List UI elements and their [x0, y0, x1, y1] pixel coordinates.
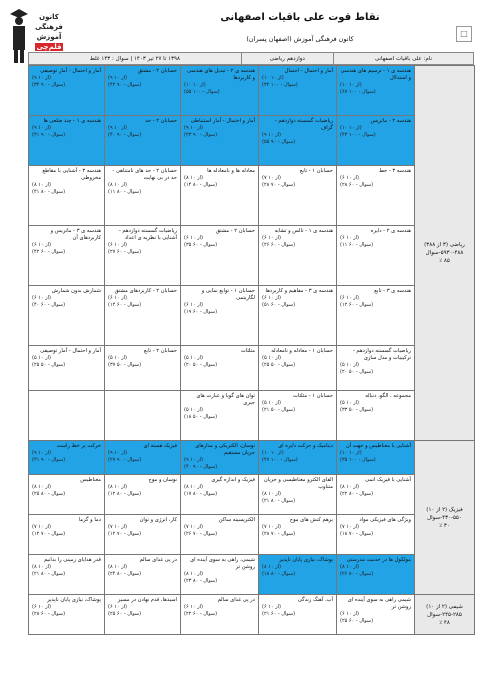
topic-title: شیمی راهی به سوی آینده ای روشن تر [347, 597, 411, 610]
topic-score: (۶ از ۱۰) [340, 611, 359, 617]
topic-title: هندسه ۲ - ماتریس [370, 118, 411, 124]
topic-questions: (۴۱ سوال - ۹۰) [32, 132, 66, 138]
topic-score: (۱۰ از ۱۰) [340, 125, 362, 131]
topic-score: (۶ از ۱۰) [340, 175, 359, 181]
topic-questions: (۲۲ سوال - ۸۰) [340, 491, 374, 497]
topic-questions: (۳۲ سوال - ۱۰۰) [262, 82, 298, 88]
table-row [29, 346, 475, 391]
topic-questions: (۲۸ سوال - ۶۰) [340, 182, 374, 188]
topic-title: کار، انرژی و توان [139, 517, 177, 523]
topic-questions: (۳۴ سوال - ۹۰) [32, 82, 66, 88]
topic-score: (۹ از ۱۰) [32, 75, 51, 81]
topic-questions: (۲۰ سوال - ۵۰) [184, 362, 218, 368]
topic-cell [29, 116, 105, 166]
topic-title: در پی غذای سالم [217, 597, 255, 603]
topic-cell [105, 441, 181, 475]
topic-title: هندسه ی ۲ - دایره [370, 228, 411, 234]
topic-score: (۵ از ۱۰) [184, 407, 203, 413]
subject-name: فیزیک (۲ از ۱۰) [426, 506, 463, 513]
topic-cell [29, 346, 105, 391]
topic-score: (۸ از ۱۰) [340, 484, 359, 490]
topic-score: (۵ از ۱۰) [340, 400, 359, 406]
topic-cell [337, 226, 415, 286]
topic-title: هندسه ی ۲ - تبدیل های هندسی و کاربردها [187, 68, 255, 81]
topic-questions: (۲۱ سوال - ۸۰) [32, 571, 66, 577]
topic-score: (۹ از ۱۰) [108, 450, 127, 456]
topic-questions: (۳۵ سوال - ۶۰) [184, 242, 218, 248]
topic-title: برهم کنش های موج [289, 517, 333, 523]
topic-cell [29, 555, 105, 595]
topic-title: الکتریسیته ساکن [218, 517, 255, 523]
topic-title: شیمی، راهی به سوی آینده ای روشن تر [190, 557, 255, 570]
topic-score: (۵ از ۱۰) [340, 362, 359, 368]
topic-title: آمار و احتمال - آمار توصیفی [40, 68, 101, 74]
table-row [29, 555, 475, 595]
topic-questions: (۴۱ سوال - ۸۰) [32, 189, 66, 195]
topic-title: در پی غذای سالم [139, 557, 177, 563]
topic-questions: (۲۶ سوال - ۷۰) [184, 531, 218, 537]
topic-score: (۶ از ۱۰) [340, 295, 359, 301]
topic-questions: (۴۲ سوال - ۹۰) [108, 82, 142, 88]
topic-score: (۶ از ۱۰) [262, 604, 281, 610]
topic-score: (۸ از ۱۰) [32, 564, 51, 570]
topic-questions: (۴۰ سوال - ۹۰) [108, 132, 142, 138]
topic-questions: (۱۴ سوال - ۶۰) [108, 302, 142, 308]
topic-score: (۸ از ۱۰) [184, 571, 203, 577]
table-row [29, 166, 475, 226]
topic-cell [259, 391, 337, 441]
topic-cell [337, 595, 415, 635]
topic-title: آمار و احتمال - آمار استنباطی [190, 118, 255, 124]
topic-questions: (۲۱ سوال - ۶۰) [262, 611, 296, 617]
topic-questions: (۲۸ سوال - ۶۰) [32, 611, 66, 617]
topic-title: حسابان ۱ - معادله و نامعادله [271, 348, 333, 354]
topic-title: هندسه ی ۱ - تالس و تشابه [274, 228, 333, 234]
topic-questions: (۳۵ سوال - ۱۰۰) [340, 457, 376, 463]
topic-title: اسیدها، قدم نهادن در مسیر [117, 597, 177, 603]
topic-cell [105, 595, 181, 635]
topic-questions: (۱۲ سوال - ۷۰) [32, 531, 66, 537]
topic-score: (۱۰ از ۱۰) [262, 450, 284, 456]
topic-questions: (۴۲ سوال - ۶۰) [32, 249, 66, 255]
topic-title: آمار و احتمال - احتمال [284, 68, 333, 74]
topic-title: آشنایی با مغناطیس و جهت آن [345, 443, 411, 449]
topic-title: ریاضیات گسسته دوازدهم - گراف [274, 118, 333, 131]
topic-title: قدر هدایای زمینی را بدانیم [43, 557, 101, 563]
topic-cell [259, 346, 337, 391]
topic-title: مجموعه ، الگو، دنباله [365, 393, 411, 399]
topic-title: معادله ها و نامعادله ها [207, 168, 255, 174]
table-row [29, 391, 475, 441]
topic-cell [29, 441, 105, 475]
topic-questions: (۴۰ سوال - ۶۰) [32, 302, 66, 308]
topic-title: فیزیک هسته ای [143, 443, 177, 449]
topic-questions: (۲۵ سوال - ۶۰) [108, 611, 142, 617]
topic-title: مولکول ها در خدمت تندرستی [346, 557, 411, 563]
topic-questions: (۲۸ سوال - ۷۰) [262, 531, 296, 537]
topic-questions: (۱۱ سوال - ۶۰) [340, 242, 374, 248]
topic-questions: (۲۶ سوال - ۸۰) [340, 571, 374, 577]
topic-score: (۶ از ۱۰) [108, 604, 127, 610]
topic-cell [337, 555, 415, 595]
topic-title: آشنایی با فیزیک اتمی [365, 477, 411, 483]
topic-questions: (۴۱ سوال - ۹۰) [32, 457, 66, 463]
topic-score: (۸ از ۱۰) [184, 175, 203, 181]
topic-score: (۹ از ۱۰) [108, 75, 127, 81]
topic-title: نوسان، الکتریکی و مدارهای جریان مستقیم [195, 443, 255, 456]
topic-questions: (۵۵ سوال - ۹۰) [262, 139, 296, 145]
topic-title: نوسان و موج [148, 477, 177, 483]
topic-title: حسابان ۲ - حد های نامتناهی - حد در بی نهایت [112, 168, 177, 181]
topic-score: (۸ از ۱۰) [262, 564, 281, 570]
topic-cell [181, 515, 259, 555]
topic-questions: (۶۷ سوال - ۱۰۰) [340, 89, 376, 95]
topic-cell [259, 116, 337, 166]
topic-cell [181, 116, 259, 166]
table-row [29, 595, 475, 635]
topic-questions: (۴۳ سوال - ۱۰۰) [340, 132, 376, 138]
topic-cell [29, 475, 105, 515]
topic-questions: (۱۸ سوال - ۷۰) [340, 531, 374, 537]
topic-cell [105, 66, 181, 116]
topic-score: (۵ از ۱۰) [262, 400, 281, 406]
topic-questions: (۲۲ سوال - ۶۰) [184, 611, 218, 617]
topic-title: حسابان ۱ - توابع نمایی و لگاریتمی [201, 288, 255, 301]
page-title: نقاط قوت علی باقیات اصفهانی [220, 12, 380, 23]
topic-score: (۶ از ۱۰) [108, 242, 127, 248]
topic-score: (۹ از ۱۰) [108, 125, 127, 131]
topic-cell [105, 391, 181, 441]
topic-score: (۶ از ۱۰) [32, 604, 51, 610]
topic-cell [181, 441, 259, 475]
topic-questions: (۲۴ سوال - ۸۰) [108, 571, 142, 577]
topic-cell [29, 66, 105, 116]
topic-questions: (۲۵ سوال - ۸۰) [32, 491, 66, 497]
topic-cell [181, 391, 259, 441]
topic-questions: (۲۳ سوال - ۸۰) [184, 578, 218, 584]
topic-score: (۸ از ۱۰) [108, 182, 127, 188]
topic-cell [259, 441, 337, 475]
topic-score: (۹ از ۱۰) [32, 450, 51, 456]
topic-score: (۱۰ از ۱۰) [340, 82, 362, 88]
topic-title: هندسه ی ۱ - ترسیم های هندسی و استدلال [340, 68, 411, 81]
topic-score: (۹ از ۱۰) [262, 132, 281, 138]
topic-cell [337, 66, 415, 116]
info-bar [28, 52, 474, 65]
topic-score: (۵ از ۱۰) [184, 355, 203, 361]
topic-score: (۹ از ۱۰) [184, 457, 203, 463]
info-range: ۱۳۹۸ تا ۲۷ تیر ۱۴۰۳ | سوال : ۱۴۳ غلط [29, 53, 242, 65]
topic-questions: (۲۳ سوال - ۹۰) [184, 132, 218, 138]
topic-questions: (۴۷ سوال - ۱۰۰) [262, 457, 298, 463]
topic-title: حسابان ۲ - مشتق [215, 228, 255, 234]
topic-score: (۶ از ۱۰) [262, 295, 281, 301]
topic-cell [259, 286, 337, 346]
topic-title: پوشاک، نیازی پایان ناپذیر [47, 597, 101, 603]
topic-title: آب، آهنگ زندگی [297, 597, 333, 603]
topic-title: فیزیک و اندازه گیری [211, 477, 255, 483]
topic-title: هندسه ۳ - خط [379, 168, 411, 174]
table-row [29, 475, 475, 515]
topic-cell [181, 475, 259, 515]
topic-questions: (۱۸ سوال - ۸۰) [262, 571, 296, 577]
topic-cell [337, 515, 415, 555]
topic-questions: (۱۹ سوال - ۶۰) [184, 309, 218, 315]
topic-title: هندسه ی ۳ - تابع [374, 288, 411, 294]
topic-cell [181, 166, 259, 226]
topic-score: (۷ از ۱۰) [32, 524, 51, 530]
topic-questions: (۱۲ سوال - ۷۰) [108, 531, 142, 537]
topic-title: هندسه ی ۳ - ماتریس و کاربردهای آن [50, 228, 101, 241]
table-row [29, 116, 475, 166]
topic-score: (۸ از ۱۰) [262, 491, 281, 497]
topic-title: هندسه ی ۱ - چند ضلعی ها [43, 118, 101, 124]
topic-score: (۹ از ۱۰) [32, 125, 51, 131]
topic-score: (۸ از ۱۰) [340, 564, 359, 570]
topic-score: (۷ از ۱۰) [262, 175, 281, 181]
subject-extra: ۳۰ ٪ [439, 522, 450, 529]
topic-questions: (۲۵ سوال - ۵۰) [262, 362, 296, 368]
topic-score: (۷ از ۱۰) [262, 524, 281, 530]
topic-title: آمار و احتمال - آمار توصیفی [40, 348, 101, 354]
topic-score: (۷ از ۱۰) [184, 524, 203, 530]
topic-score: (۱۰ از ۱۰) [340, 450, 362, 456]
subject-cell [415, 66, 475, 441]
topic-cell [259, 475, 337, 515]
topic-questions: (۴۰ سوال - ۹۰) [184, 464, 218, 470]
topic-questions: (۳۳ سوال - ۵۰) [340, 407, 374, 413]
topic-questions: (۱۸ سوال - ۵۰) [184, 414, 218, 420]
topic-questions: (۳۷ سوال - ۵۰) [108, 362, 142, 368]
topic-title: پوشاک، نیازی پایان ناپذیر [279, 557, 333, 563]
topic-score: (۸ از ۱۰) [108, 564, 127, 570]
topic-score: (۱۰ از ۱۰) [262, 75, 284, 81]
topic-cell [259, 555, 337, 595]
topic-questions: (۲۰ سوال - ۵۰) [340, 369, 374, 375]
topic-title: دینامیک و حرکت دایره ای [278, 443, 333, 449]
topic-score: (۶ از ۱۰) [262, 235, 281, 241]
topic-score: (۶ از ۱۰) [184, 604, 203, 610]
subject-extra: ۸۵ ٪ [439, 258, 450, 264]
topic-score: (۶ از ۱۰) [32, 242, 51, 248]
topic-questions: (۱۲ سوال - ۸۰) [108, 491, 142, 497]
topic-cell [259, 595, 337, 635]
topic-cell [181, 286, 259, 346]
table-row [29, 226, 475, 286]
topic-cell [29, 286, 105, 346]
topic-title: حسابان ۲ - کاربردهای مشتق [114, 288, 177, 294]
graduate-figure-icon [8, 6, 30, 64]
topic-cell [29, 515, 105, 555]
topic-title: توان های گویا و عبارت های جبری [196, 393, 255, 406]
topic-cell [337, 391, 415, 441]
topic-questions: (۱۴ سوال - ۸۰) [184, 182, 218, 188]
topic-title: شمارش بدون شمارش [51, 288, 101, 294]
topic-title: حسابان ۲ - مشتق [137, 68, 177, 74]
topic-cell [181, 226, 259, 286]
topic-cell [105, 116, 181, 166]
info-grade: دوازدهم ریاضی [241, 53, 333, 65]
subject-stats: ۲۴۵-۲۸۵-سوال [427, 611, 462, 618]
topic-cell [105, 515, 181, 555]
topic-score: (۷ از ۱۰) [108, 524, 127, 530]
topic-score: (۵ از ۱۰) [262, 355, 281, 361]
table-row [29, 515, 475, 555]
strengths-table [28, 65, 475, 635]
page-subtitle: کانون فرهنگی آموزش (اصفهان پسران) [246, 35, 354, 43]
topic-cell [105, 346, 181, 391]
subject-name: ریاضی (۳ از ۳۸۸) [424, 242, 465, 248]
topic-score: (۶ از ۱۰) [108, 295, 127, 301]
topic-cell [29, 226, 105, 286]
document-icon[interactable]: □ [456, 26, 472, 42]
topic-score: (۵ از ۱۰) [108, 355, 127, 361]
topic-cell [181, 555, 259, 595]
topic-questions: (۵۵ سوال - ۱۰۰) [184, 89, 220, 95]
topic-cell [337, 286, 415, 346]
topic-score: (۵ از ۱۰) [32, 355, 51, 361]
topic-score: (۶ از ۱۰) [32, 295, 51, 301]
topic-cell [259, 226, 337, 286]
topic-score: (۸ از ۱۰) [184, 484, 203, 490]
topic-questions: (۱۲ سوال - ۶۰) [340, 302, 374, 308]
topic-score: (۱۰ از ۱۰) [184, 82, 206, 88]
topic-questions: (۲۷ سوال - ۹۰) [108, 457, 142, 463]
logo-badge: قلم‌چی [36, 43, 62, 51]
logo-word: آموزش [36, 33, 62, 41]
topic-title: حسابان ۱ - مثلثات [293, 393, 333, 399]
topic-score: (۸ از ۱۰) [32, 484, 51, 490]
subject-stats: ۵۹۳۰-۴۸۸-سوال [425, 250, 464, 256]
subject-name: شیمی (۲ از ۱۰) [426, 603, 463, 610]
topic-title: ویژگی های فیزیکی مواد [359, 517, 411, 523]
topic-cell [259, 515, 337, 555]
topic-score: (۶ از ۱۰) [340, 235, 359, 241]
subject-cell [415, 441, 475, 595]
topic-score: (۸ از ۱۰) [32, 182, 51, 188]
topic-cell [337, 346, 415, 391]
topic-cell [181, 346, 259, 391]
topic-title: مثلثات [240, 348, 255, 354]
topic-title: حسابان ۱ - تابع [299, 168, 333, 174]
topic-score: (۹ از ۱۰) [184, 125, 203, 131]
topic-cell [181, 595, 259, 635]
topic-score: (۶ از ۱۰) [184, 302, 203, 308]
topic-questions: (۱۷ سوال - ۸۰) [184, 491, 218, 497]
topic-title: حسابان ۲ - حد [145, 118, 177, 124]
topic-questions: (۱۱ سوال - ۸۰) [108, 189, 142, 195]
topic-questions: (۲۱ سوال - ۵۰) [262, 407, 296, 413]
subject-cell [415, 595, 475, 635]
topic-title: هندسه ۳ - آشنایی با مقاطع مخروطی [42, 168, 101, 181]
topic-score: (۷ از ۱۰) [340, 524, 359, 530]
topic-title: هندسه ی ۳ - مفاهیم و کاربردها [265, 288, 333, 294]
topic-cell [105, 226, 181, 286]
topic-cell [105, 286, 181, 346]
topic-cell [105, 555, 181, 595]
topic-cell [105, 166, 181, 226]
topic-questions: (۲۷ سوال - ۶۰) [108, 249, 142, 255]
topic-questions: (۲۸ سوال - ۷۰) [262, 182, 296, 188]
table-row [29, 66, 475, 116]
subject-extra: ۴۸ ٪ [439, 619, 450, 626]
topic-cell [29, 595, 105, 635]
topic-questions: (۲۵ سوال - ۶۰) [340, 618, 374, 624]
topic-questions: (۲۱ سوال - ۸۰) [262, 498, 296, 504]
topic-title: ریاضیات گسسته دوازدهم - آشنایی با نظریه ی اعداد [118, 228, 177, 241]
topic-cell [337, 475, 415, 515]
topic-cell [337, 441, 415, 475]
topic-title: القای الکترو مغناطیسی و جریان متناوب [263, 477, 333, 490]
topic-score: (۸ از ۱۰) [108, 484, 127, 490]
table-row [29, 286, 475, 346]
topic-score: (۶ از ۱۰) [184, 235, 203, 241]
topic-questions: (۲۵ سوال - ۵۰) [32, 362, 66, 368]
topic-cell [29, 391, 105, 441]
topic-title: ریاضیات گسسته دوازدهم - ترکیبیات و مدل سازی [352, 348, 411, 361]
table-row [29, 441, 475, 475]
topic-title: مغناطیس [80, 477, 101, 483]
topic-title: دما و گرما [78, 517, 101, 523]
logo-word: فرهنگی [35, 23, 63, 31]
topic-cell [181, 66, 259, 116]
topic-title: حسابان ۲ - تابع [143, 348, 177, 354]
topic-title: حرکت بر خط راست [56, 443, 101, 449]
topic-cell [259, 166, 337, 226]
subject-stats: ۴۳۰-۵۵۰-سوال [427, 514, 462, 521]
topic-cell [337, 166, 415, 226]
info-student: نام: علی باقیات اصفهانی [333, 53, 473, 65]
topic-cell [29, 166, 105, 226]
logo-word: کانون [39, 13, 59, 21]
topic-cell [105, 475, 181, 515]
topic-cell [259, 66, 337, 116]
topic-cell [337, 116, 415, 166]
topic-questions: (۲۶ سوال - ۶۰) [262, 242, 296, 248]
topic-questions: (۵۱ سوال - ۶۰) [262, 302, 296, 308]
